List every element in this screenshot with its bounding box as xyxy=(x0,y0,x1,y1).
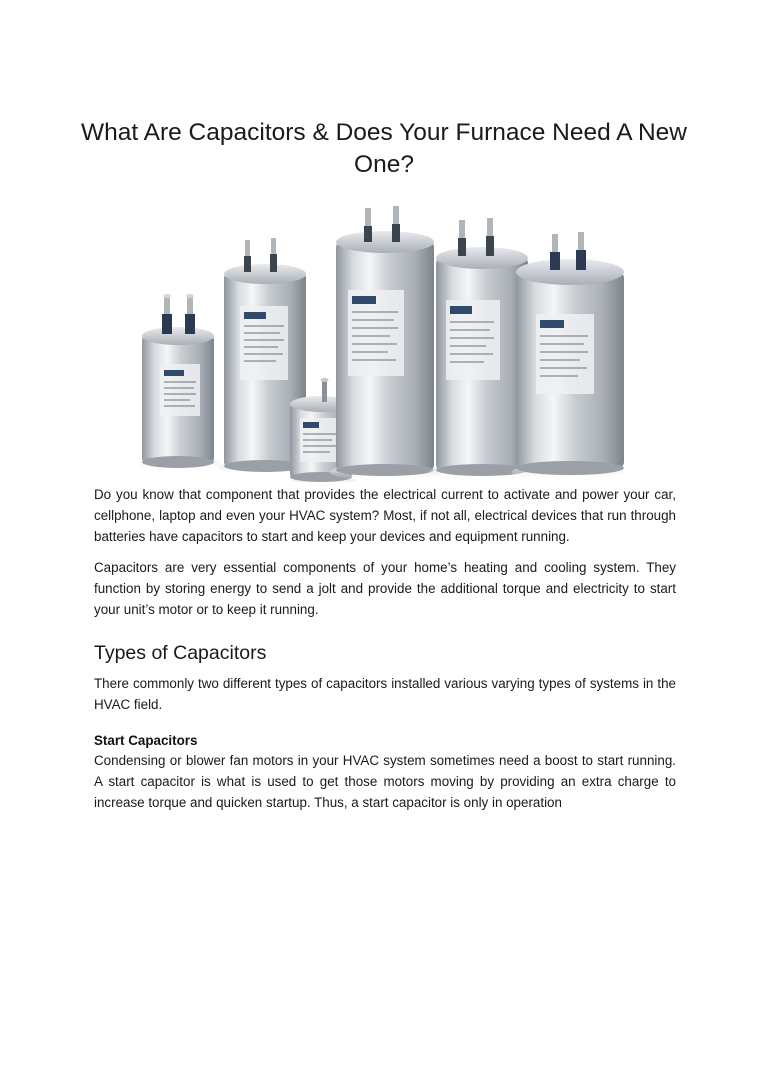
capacitors-photo xyxy=(140,196,628,482)
intro-paragraph: Do you know that component that provides the electrical current to activate and power your car, cellphone, laptop and even your HVAC system? Most, if not all, electrical devices that run through batteries have capacitors to start and keep your devices and equipment running. xyxy=(94,487,676,544)
document-title: What Are Capacitors & Does Your Furnace Need A New One? xyxy=(80,119,688,178)
capacitors-illustration xyxy=(140,196,628,482)
section-intro: There commonly two different types of capacitors installed various varying types of systems in the HVAC field. xyxy=(94,676,676,712)
subsection-heading: Start Capacitors xyxy=(94,733,198,748)
subsection-text: Condensing or blower fan motors in your HVAC system sometimes need a boost to start running. A start capacitor is what is used to get those motors moving by providing an extra charge to increase torque and quicken startup. Thus, a start capacitor is only in operation xyxy=(94,753,676,810)
capacitor-can xyxy=(330,206,442,481)
capacitor-can xyxy=(512,232,624,481)
section-heading: Types of Capacitors xyxy=(94,642,267,664)
capacitor-can xyxy=(140,294,220,472)
function-paragraph: Capacitors are very essential components of your home’s heating and cooling system. They function by storing energy to send a jolt and provide the additional torque and electricity to start your unit’s motor or to keep it running. xyxy=(94,560,676,617)
